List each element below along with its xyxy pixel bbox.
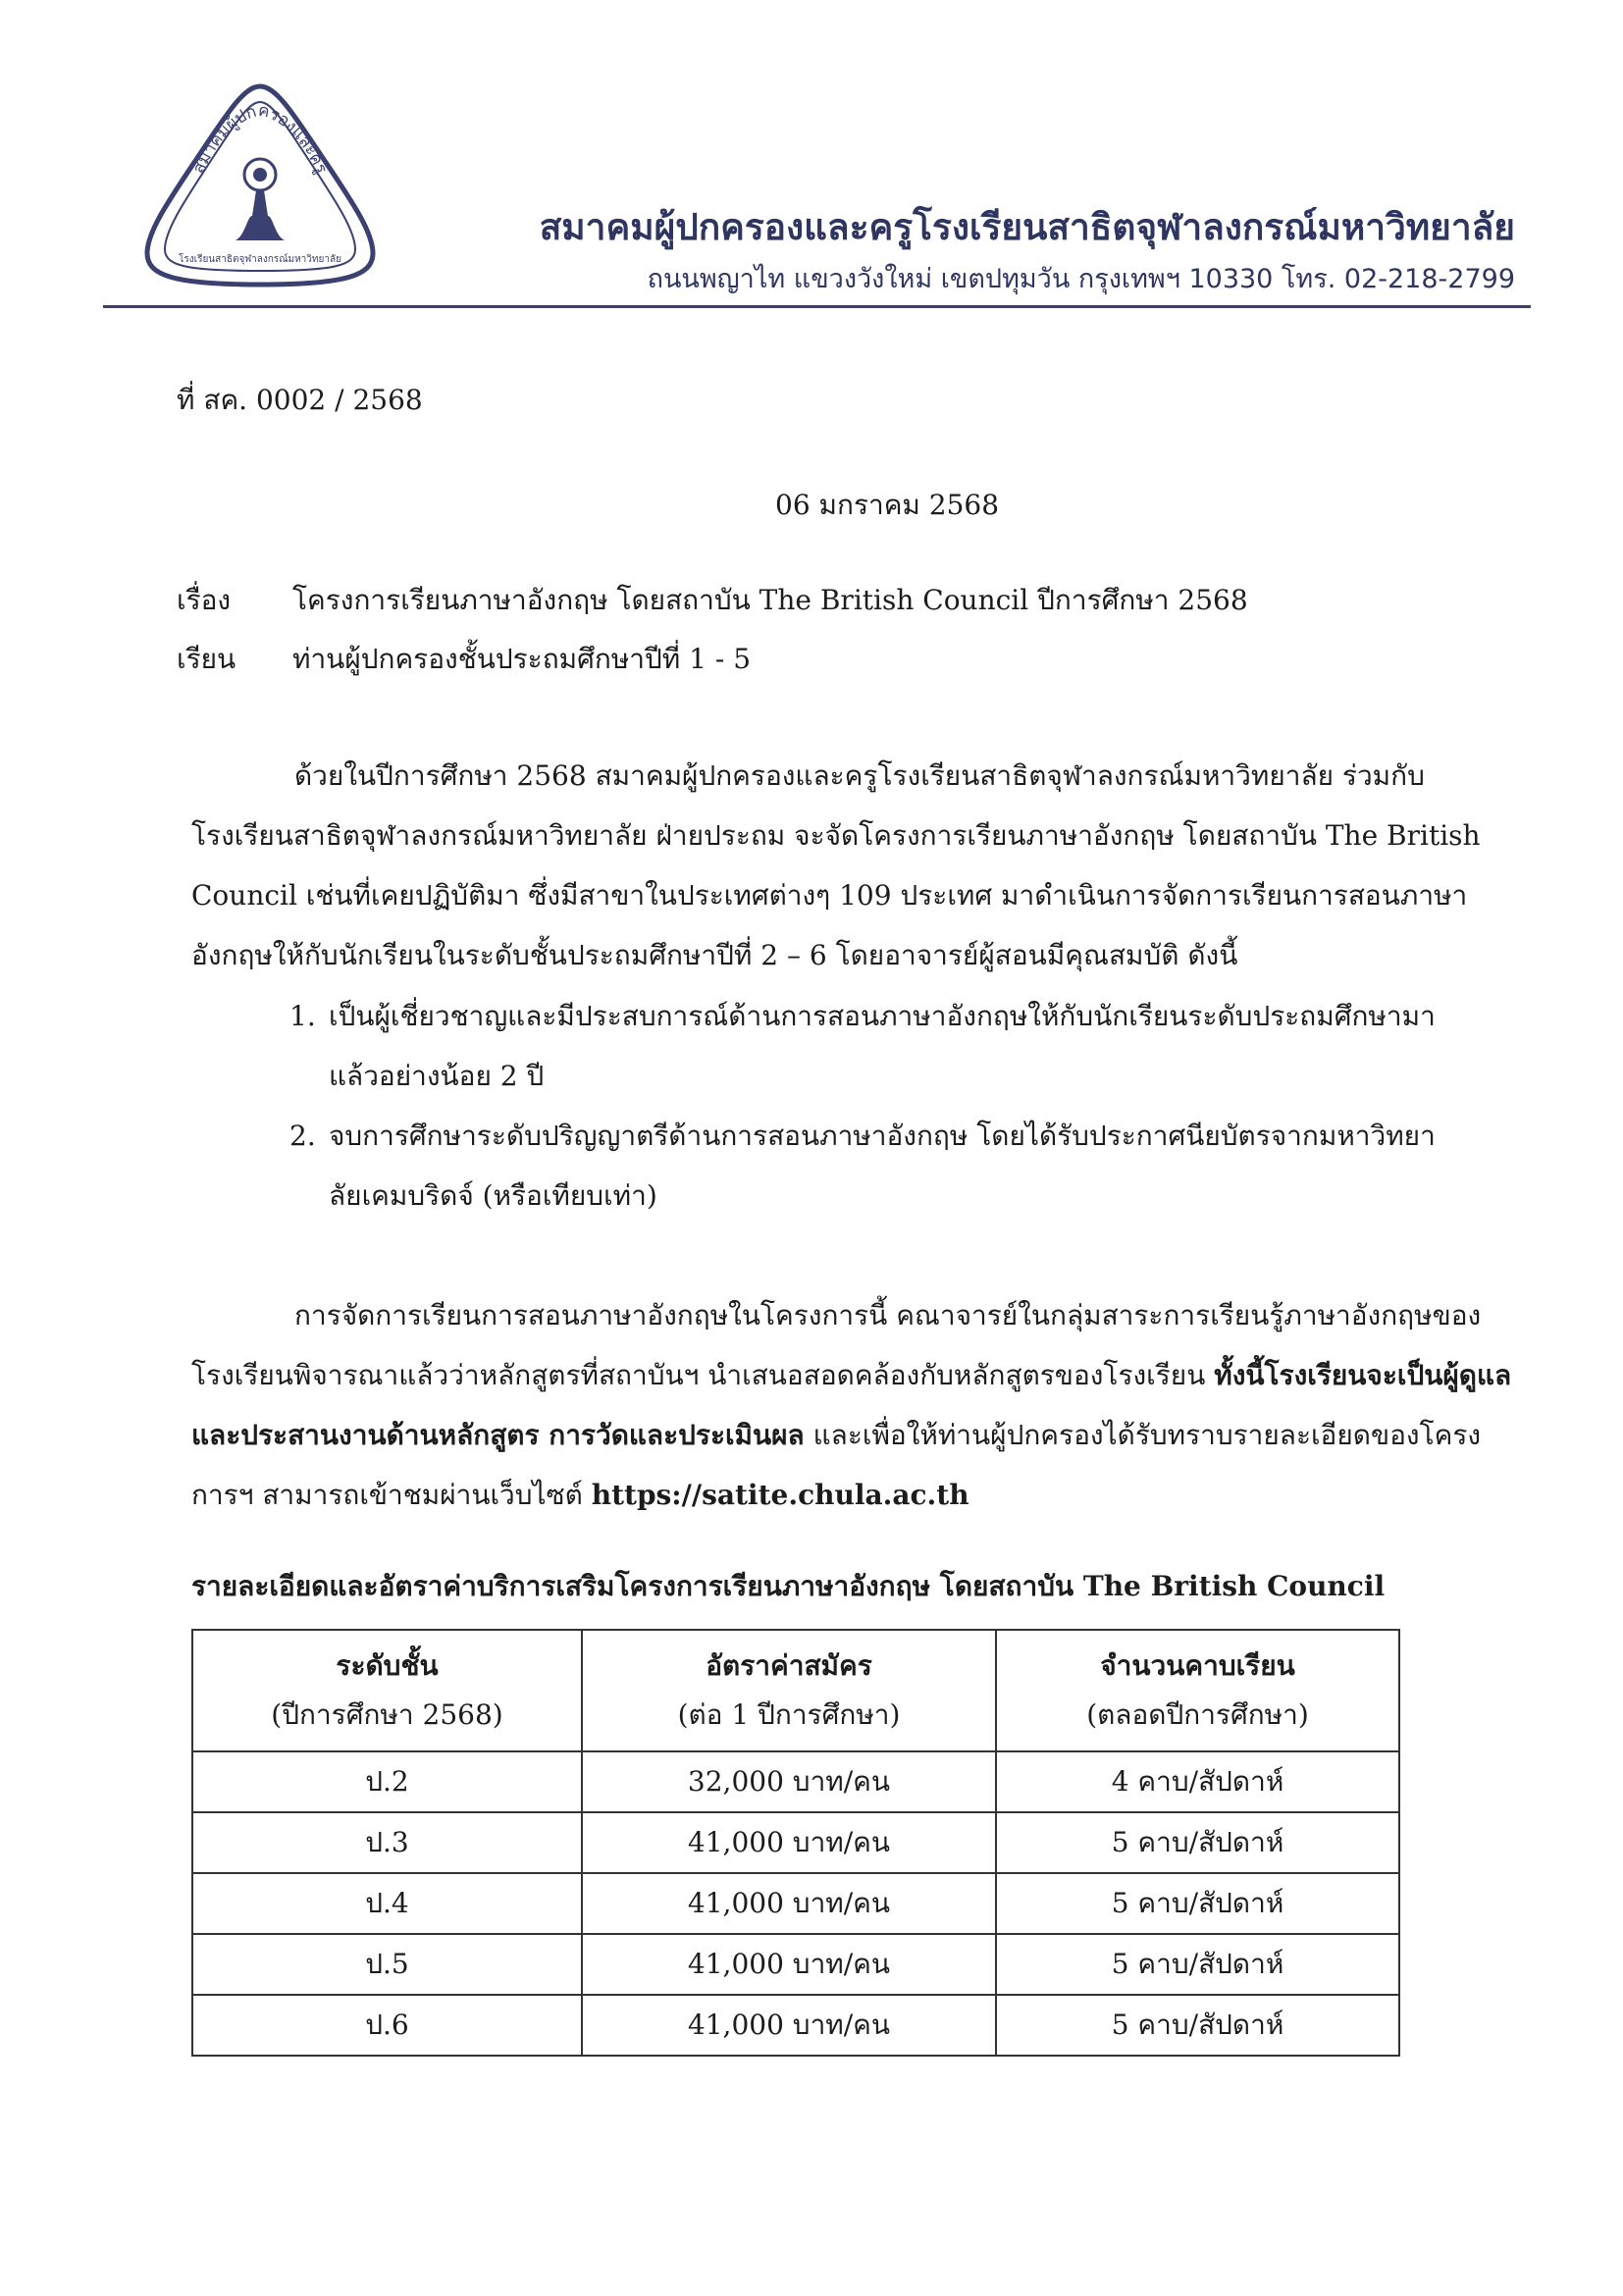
organization-address: ถนนพญาไท แขวงวังใหม่ เขตปทุมวัน กรุงเทพฯ 10330 โทร. 02-218-2799 [647,264,1515,294]
cell-level: ป.4 [192,1873,582,1934]
table-row [192,1934,1399,1995]
table-header-row [192,1630,1399,1751]
organization-name: สมาคมผู้ปกครองและครูโรงเรียนสาธิตจุฬาลงกรณ์มหาวิทยาลัย [539,206,1515,248]
header-fee-sub: (ต่อ 1 ปีการศึกษา) [677,1698,901,1731]
curriculum-text-2: และเพื่อให้ท่านผู้ปกครองได้รับทราบรายละเอียดของโครงการฯ สามารถเข้าชมผ่านเว็บไซต์ [191,1419,1482,1511]
header-level-sub: (ปีการศึกษา 2568) [271,1698,503,1731]
header-level-main: ระดับชั้น [336,1649,439,1682]
qualification-text: จบการศึกษาระดับปริญญาตรีด้านการสอนภาษาอังกฤษ โดยได้รับประกาศนียบัตรจากมหาวิทยาลัยเคมบริดจ์ (หรือเทียบเท่า) [329,1120,1436,1212]
curriculum-bold-text: ทั้งนี้โรงเรียนจะเป็นผู้ดูแลและประสานงานด้านหลักสูตร การวัดและประเมินผล [191,1359,1512,1451]
letter-date: 06 มกราคม 2568 [775,489,1000,521]
logo-text-top: สมาคมผู้ปกครองและครู [188,100,332,178]
cell-fee: 41,000 บาท/คน [582,1873,996,1934]
association-logo [137,78,383,294]
cell-periods: 5 คาบ/สัปดาห์ [996,1934,1399,1995]
table-row [192,1751,1399,1812]
fees-table-title: รายละเอียดและอัตราค่าบริการเสริมโครงการเรียนภาษาอังกฤษ โดยสถาบัน The British Council [191,1570,1386,1602]
cell-fee: 41,000 บาท/คน [582,1934,996,1995]
header-divider [103,305,1531,308]
fees-table [191,1629,1400,2057]
curriculum-text: การจัดการเรียนการสอนภาษาอังกฤษในโครงการนี้ คณาจารย์ในกลุ่มสาระการเรียนรู้ภาษาอังกฤษของโรงเรียนพิจารณาแล้วว่าหลักสูตรที่สถาบันฯ นำเสนอสอดคล้องกับหลักสูตรของโรงเรียน [191,1299,1482,1391]
cell-fee: 41,000 บาท/คน [582,1995,996,2056]
qualification-item [289,1106,1467,1226]
header-level [192,1630,582,1751]
cell-level: ป.2 [192,1751,582,1812]
curriculum-paragraph [191,1285,1531,1525]
cell-fee: 41,000 บาท/คน [582,1812,996,1873]
salutation-label: เรียน [177,643,236,675]
table-row [192,1995,1399,2056]
subject-line [177,579,1248,622]
website-link[interactable]: https://satite.chula.ac.th [591,1479,969,1511]
subject-label: เรื่อง [177,584,232,616]
qualification-text: เป็นผู้เชี่ยวชาญและมีประสบการณ์ด้านการสอนภาษาอังกฤษให้กับนักเรียนระดับประถมศึกษามาแล้วอย่างน้อย 2 ปี [329,1000,1436,1092]
cell-periods: 5 คาบ/สัปดาห์ [996,1873,1399,1934]
qualification-item [289,986,1467,1106]
table-row [192,1812,1399,1873]
salutation-text: ท่านผู้ปกครองชั้นประถมศึกษาปีที่ 1 - 5 [292,643,752,675]
cell-level: ป.5 [192,1934,582,1995]
header-fee [582,1630,996,1751]
salutation-line [177,638,751,681]
logo-text-bottom: โรงเรียนสาธิตจุฬาลงกรณ์มหาวิทยาลัย [179,254,341,265]
cell-periods: 5 คาบ/สัปดาห์ [996,1812,1399,1873]
table-row [192,1873,1399,1934]
subject-text: โครงการเรียนภาษาอังกฤษ โดยสถาบัน The British Council ปีการศึกษา 2568 [292,584,1248,616]
qualification-number: 1. [289,1000,316,1032]
reference-number: ที่ สค. 0002 / 2568 [177,384,423,416]
cell-periods: 5 คาบ/สัปดาห์ [996,1995,1399,2056]
header-periods-sub: (ตลอดปีการศึกษา) [1086,1698,1309,1731]
header-periods-main: จำนวนคาบเรียน [1100,1649,1295,1682]
header-periods [996,1630,1399,1751]
cell-level: ป.3 [192,1812,582,1873]
cell-level: ป.6 [192,1995,582,2056]
intro-paragraph-text: ด้วยในปีการศึกษา 2568 สมาคมผู้ปกครองและครูโรงเรียนสาธิตจุฬาลงกรณ์มหาวิทยาลัย ร่วมกับโรงเรียนสาธิตจุฬาลงกรณ์มหาวิทยาลัย ฝ่ายประถม จะจัดโครงการเรียนภาษาอังกฤษ โดยสถาบัน The British Council เช่นที่เคยปฏิบัติมา ซึ่งมีสาขาในประเทศต่างๆ 109 ประเทศ มาดำเนินการจัดการเรียนการสอนภาษาอังกฤษให้กับนักเรียนในระดับชั้นประถมศึกษาปีที่ 2 – 6 โดยอาจารย์ผู้สอนมีคุณสมบัติ ดังนี้ [191,759,1481,971]
header-fee-main: อัตราค่าสมัคร [706,1649,872,1682]
intro-paragraph [191,746,1531,985]
cell-periods: 4 คาบ/สัปดาห์ [996,1751,1399,1812]
qualification-number: 2. [289,1120,316,1152]
cell-fee: 32,000 บาท/คน [582,1751,996,1812]
